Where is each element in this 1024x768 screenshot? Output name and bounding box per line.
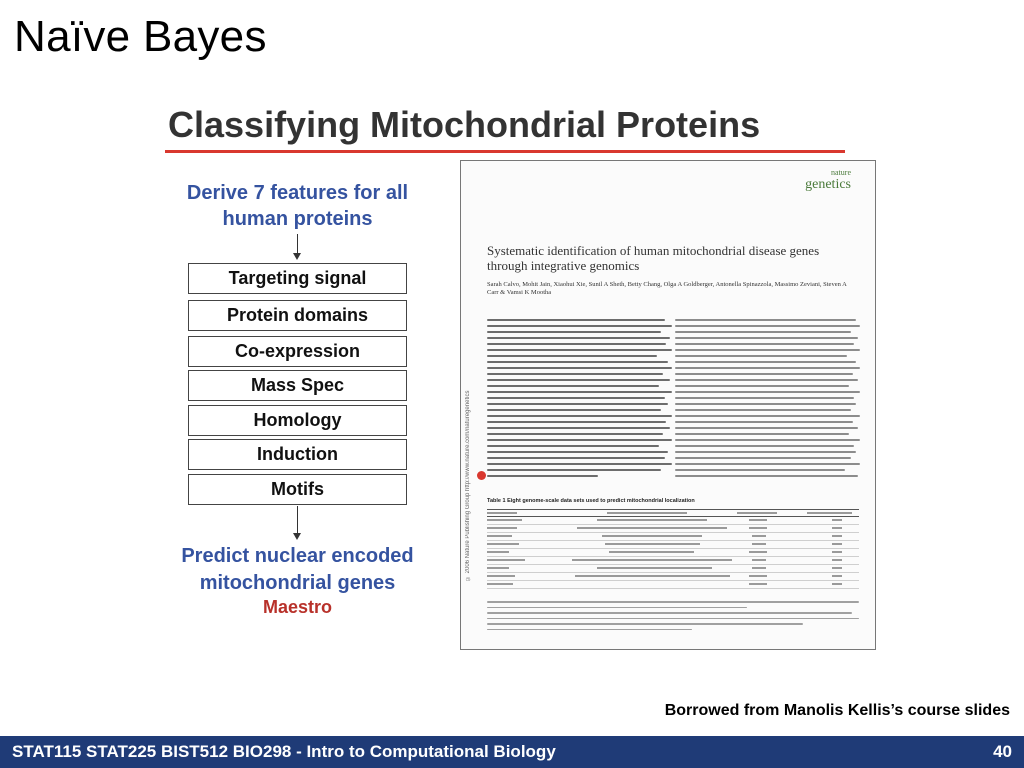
figure-heading: Classifying Mitochondrial Proteins bbox=[168, 104, 761, 145]
abstract-column bbox=[487, 319, 672, 494]
derive-features-text: Derive 7 features for all human proteins bbox=[186, 182, 409, 230]
paper-thumbnail bbox=[460, 160, 876, 650]
heading-underline bbox=[165, 150, 845, 153]
maestro-label: Maestro bbox=[262, 597, 333, 617]
feature-box-protein-domains: Protein domains bbox=[188, 300, 407, 331]
credit-note: Borrowed from Manolis Kellis’s course slides bbox=[664, 702, 1010, 719]
table-title: Table 1 Eight genome-scale data sets used to predict mitochondrial localization bbox=[487, 498, 695, 504]
footer-bar bbox=[0, 736, 1024, 768]
paper-table bbox=[487, 509, 859, 589]
paper-footnotes bbox=[487, 601, 859, 634]
paper-authors: Sarah Calvo, Mohit Jain, Xiaohui Xie, Sunil A Sheth, Betty Chang, Olga A Goldberger, Antonella Spinazzola, Massimo Zeviani, Steven A Carr & Vamsi K Mootha bbox=[487, 281, 847, 296]
paper-title: Systematic identification of human mitochondrial disease genes through integrative genomics bbox=[487, 243, 820, 273]
course-label: STAT115 STAT225 BIST512 BIO298 - Intro to Computational Biology bbox=[12, 742, 556, 761]
arrow-down-bottom bbox=[297, 506, 298, 534]
predict-genes-text: Predict nuclear encoded mitochondrial genes bbox=[181, 545, 414, 594]
feature-box-co-expression: Co-expression bbox=[188, 336, 407, 367]
body-column bbox=[675, 319, 860, 494]
arrow-head-top bbox=[293, 253, 301, 260]
feature-box-targeting-signal: Targeting signal bbox=[188, 263, 407, 294]
journal-logo-big: genetics bbox=[805, 177, 851, 192]
journal-logo bbox=[805, 167, 851, 191]
copyright-side-note: © 2006 Nature Publishing Group http://www.nature.com/naturegenetics bbox=[465, 390, 471, 581]
feature-box-homology: Homology bbox=[188, 405, 407, 436]
feature-box-mass-spec: Mass Spec bbox=[188, 370, 407, 401]
slide-title: Naïve Bayes bbox=[14, 12, 267, 61]
arrow-down-top bbox=[297, 234, 298, 254]
feature-box-motifs: Motifs bbox=[188, 474, 407, 505]
page-number: 40 bbox=[993, 742, 1012, 761]
journal-logo-small: nature bbox=[831, 168, 851, 177]
highlight-dot bbox=[477, 471, 486, 480]
arrow-head-bottom bbox=[293, 533, 301, 540]
feature-box-induction: Induction bbox=[188, 439, 407, 470]
